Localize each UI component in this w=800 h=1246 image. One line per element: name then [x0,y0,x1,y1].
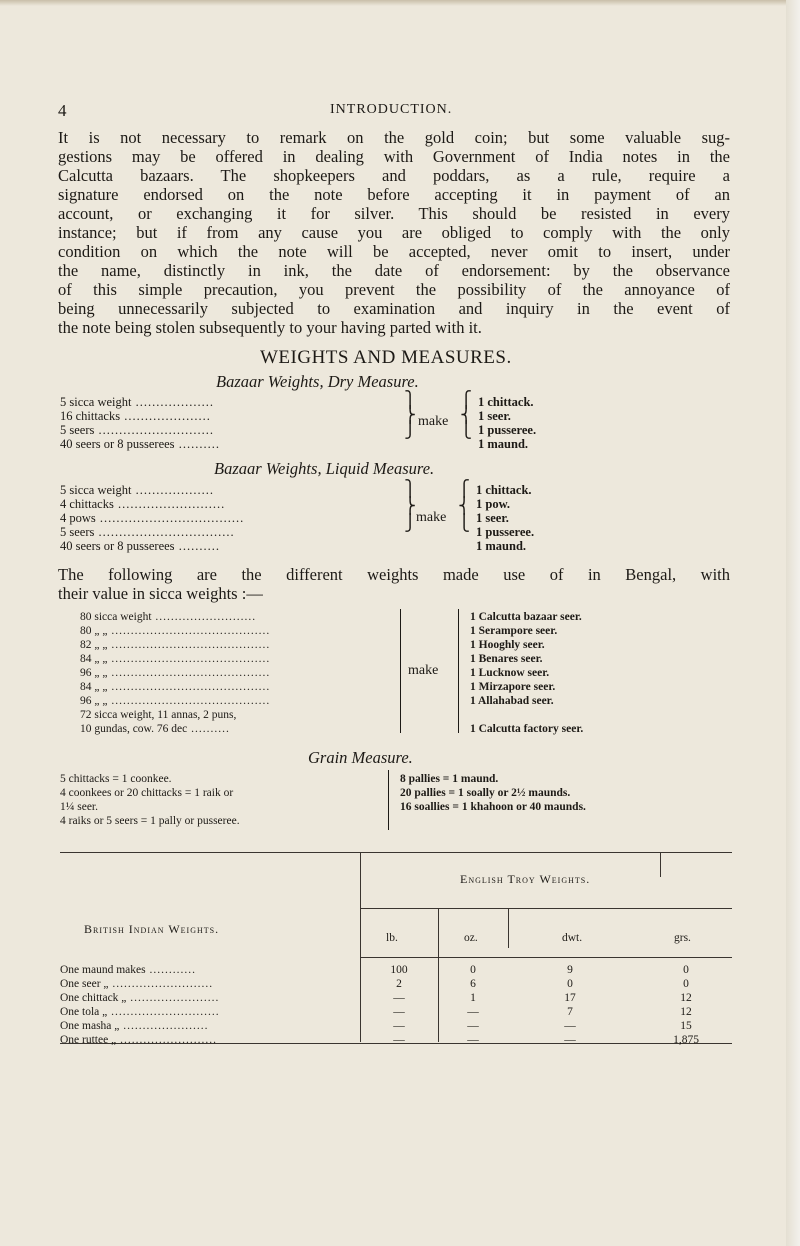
grain-left-item: 5 chittacks = 1 coonkee. [60,773,172,785]
bengal-right-item: 1 Calcutta factory seer. [470,723,584,735]
dry-right-item: 1 maund. [478,437,529,451]
dry-left-item: 5 seers [60,423,95,437]
liquid-right-list [476,483,534,553]
section-title: WEIGHTS AND MEASURES. [260,347,512,368]
liquid-left-item: 4 chittacks [60,497,114,511]
liquid-left-list: 5 sicca weight ................... 4 chittacks .......................... 4 pows ................................... 5 seers ................................. 40 seers or 8 pusserees .......... [60,483,245,553]
bengal-right-item: 1 Calcutta bazaar seer. [470,611,582,623]
bengal-intro-line: their value in sicca weights :— [58,584,263,603]
bengal-left-list: 80 sicca weight .......................... 80 „ „ ......................................... 82 „ „ ......................................... 84 „ „ ......................................... 96 „ „ ......................................... 84 „ „ ......................................... 96 „ „ ......................................... 72 sicca weight, 11 annas, 2 puns, 10 gundas, cow. 76 dec .......... [80,611,271,735]
table-cell: — [467,1034,479,1046]
paragraph-line: account, or exchanging it for silver. This should be resisted in every [58,204,730,223]
table-row-label: One tola „ [60,1006,108,1018]
bengal-left-brace [396,609,401,733]
liquid-left-item: 5 sicca weight [60,483,132,497]
bengal-right-item: 1 Benares seer. [470,653,543,665]
table-cell: — [467,1006,479,1018]
grain-measure-title: Grain Measure. [308,748,413,767]
bengal-left-item: 10 gundas, cow. 76 dec [80,723,188,735]
dry-make-label: make [418,414,449,429]
paragraph-line: the name, distinctly in ink, the date of endorsement: by the observance [58,261,730,280]
table-cell: 12 [680,1006,692,1018]
bengal-left-item: 84 „ „ [80,653,108,665]
table-col-oz [440,964,506,1048]
page-number: 4 [58,101,67,120]
paragraph-line: being unnecessarily subjected to examination and inquiry in the event of [58,299,730,318]
liquid-right-item: 1 maund. [476,539,527,553]
dry-right-item: 1 pusseree. [478,423,537,437]
paragraph-line: of this simple precaution, you prevent the possibility of the annoyance of [58,280,730,299]
table-cell: 1 [470,992,476,1004]
table-cell: 2 [396,978,402,990]
bengal-left-item: 82 „ „ [80,639,108,651]
bengal-intro [58,565,730,603]
grain-left-list [60,773,240,829]
bengal-intro-line: The following are the different weights made use of in Bengal, with [58,565,730,584]
paragraph-line: the note being stolen subsequently to your having parted with it. [58,318,482,337]
table-row-label: One ruttee „ [60,1034,117,1046]
running-title: INTRODUCTION. [330,102,453,117]
bengal-left-item: 72 sicca weight, 11 annas, 2 puns, [80,709,237,721]
dry-measure-title: Bazaar Weights, Dry Measure. [216,372,419,391]
bengal-left-item: 80 „ „ [80,625,108,637]
column-header-oz: oz. [464,932,478,944]
paragraph-line: instance; but if from any cause you are obliged to comply with the only [58,223,730,242]
liquid-right-item: 1 seer. [476,511,509,525]
liquid-right-item: 1 chittack. [476,483,532,497]
paragraph-line: It is not necessary to remark on the gold coin; but some valuable sug- [58,128,730,147]
table-row-label: One maund makes [60,964,146,976]
table-cell: 1,875 [673,1034,699,1046]
liquid-right-item: 1 pusseree. [476,525,535,539]
table-cell: — [393,1020,405,1032]
liquid-right-brace: ⎧ ⎨ ⎩ [458,481,470,532]
table-cell: — [564,1034,576,1046]
table-row-label: One masha „ [60,1020,120,1032]
dry-left-list: 5 sicca weight ................... 16 chittacks ..................... 5 seers ............................ 40 seers or 8 pusserees .......... [60,395,220,451]
table-row-label: One chittack „ [60,992,127,1004]
grain-left-item: 4 raiks or 5 seers = 1 pally or pusseree. [60,815,240,827]
grain-right-item: 8 pallies = 1 maund. [400,773,499,785]
liquid-measure-title: Bazaar Weights, Liquid Measure. [214,459,435,478]
table-cell: 6 [470,978,476,990]
paragraph-line: condition on which the note will be accepted, never omit to insert, under [58,242,730,261]
table-cell: 7 [567,1006,573,1018]
table-cell: — [393,1034,405,1046]
paragraph-line: gestions may be offered in dealing with Government of India notes in the [58,147,730,166]
liquid-left-brace: ⎫ ⎬ ⎭ [404,481,416,532]
table-cell: 0 [567,978,573,990]
dry-right-brace: ⎧ ⎨ ⎩ [460,392,472,439]
table-col-dwt [530,964,610,1048]
bengal-right-item: 1 Mirzapore seer. [470,681,556,693]
grain-left-item: 4 coonkees or 20 chittacks = 1 raik or [60,787,234,799]
column-header-grs: grs. [674,932,691,944]
liquid-left-item: 4 pows [60,511,96,525]
dry-right-item: 1 chittack. [478,395,534,409]
liquid-left-item: 5 seers [60,525,95,539]
bengal-right-item: 1 Lucknow seer. [470,667,550,679]
page-right-edge [786,0,800,1246]
paragraph-line: signature endorsed on the note before accepting it in payment of an [58,185,730,204]
dry-left-brace: ⎫ ⎬ ⎭ [404,392,416,439]
bengal-left-item: 96 „ „ [80,695,108,707]
troy-weights-header: English Troy Weights. [460,872,591,886]
grain-right-item: 16 soallies = 1 khahoon or 40 maunds. [400,801,586,813]
dry-left-item: 5 sicca weight [60,395,132,409]
bengal-left-item: 84 „ „ [80,681,108,693]
liquid-make-label: make [416,510,447,525]
table-cell: — [467,1020,479,1032]
table-cell: 0 [683,964,689,976]
table-row-labels: One maund makes ............ One seer „ .......................... One chittack „ ....................... One tola „ ............................ One masha „ ...................... One ruttee „ ......................... [60,964,220,1046]
bengal-left-item: 80 sicca weight [80,611,152,623]
table-cell: — [393,992,405,1004]
bengal-right-list [470,611,583,737]
table-cell: 9 [567,964,573,976]
bengal-left-item: 96 „ „ [80,667,108,679]
grain-right-list [400,773,586,815]
table-cell: 17 [564,992,576,1004]
table-cell: 0 [470,964,476,976]
bengal-right-item [470,709,583,723]
column-header-lb: lb. [386,932,398,944]
table-cell: 15 [680,1020,692,1032]
intro-paragraph [58,128,730,337]
british-weights-header: British Indian Weights. [84,922,220,936]
table-cell: 100 [390,964,408,976]
table-col-lb [364,964,434,1048]
dry-left-item: 40 seers or 8 pusserees [60,437,175,451]
liquid-left-item: 40 seers or 8 pusserees [60,539,175,553]
grain-right-item: 20 pallies = 1 soally or 2½ maunds. [400,787,571,799]
bengal-right-item: 1 Serampore seer. [470,625,558,637]
weights-table [60,852,732,1046]
table-col-grs [646,964,726,1048]
bengal-right-brace [458,609,463,733]
table-row-label: One seer „ [60,978,109,990]
page-top-edge [0,0,800,6]
table-cell: 12 [680,992,692,1004]
grain-left-item: 1¼ seer. [60,801,99,813]
table-cell: — [564,1020,576,1032]
bengal-make-label: make [408,663,439,678]
table-cell: — [393,1006,405,1018]
column-header-dwt: dwt. [562,932,583,944]
bengal-right-item: 1 Allahabad seer. [470,695,554,707]
dry-right-list [478,395,536,451]
paragraph-line: Calcutta bazaars. The shopkeepers and poddars, as a rule, require a [58,166,730,185]
table-cell: 0 [683,978,689,990]
liquid-right-item: 1 pow. [476,497,511,511]
dry-left-item: 16 chittacks [60,409,121,423]
bengal-right-item: 1 Hooghly seer. [470,639,545,651]
dry-right-item: 1 seer. [478,409,511,423]
grain-divider [388,770,389,830]
